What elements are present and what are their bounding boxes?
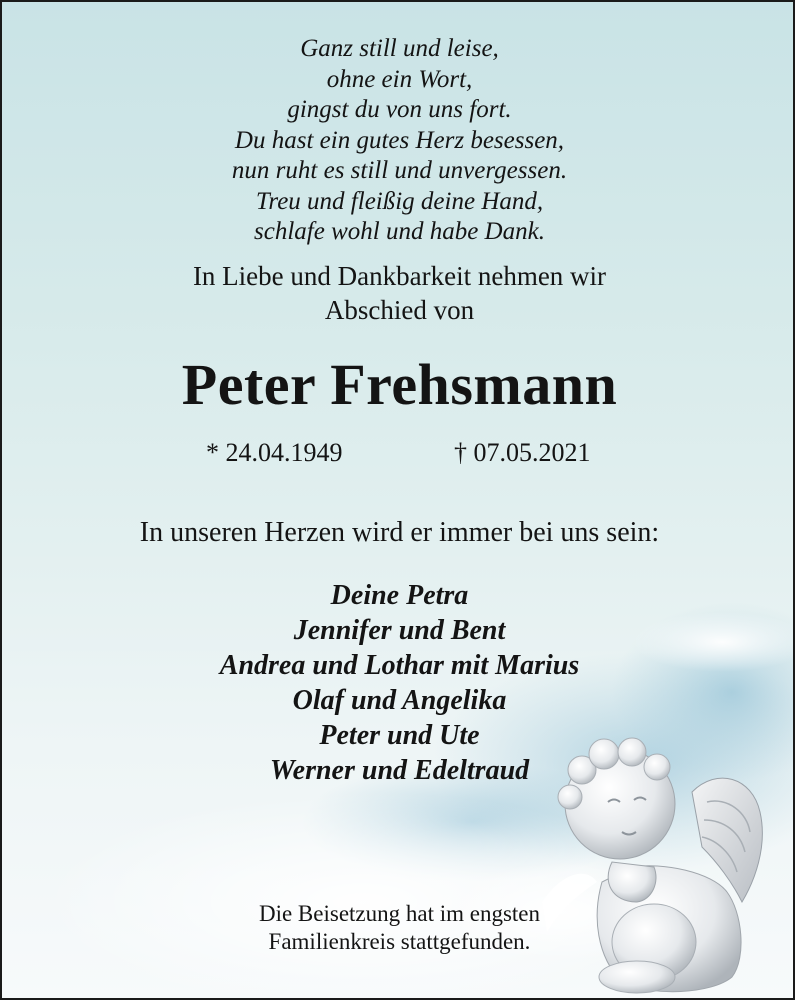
burial-note-line: Familienkreis stattgefunden. <box>268 929 531 954</box>
remembrance-line: In unseren Herzen wird er immer bei uns sein: <box>139 517 660 548</box>
poem-line: Ganz still und leise, <box>300 35 499 62</box>
birth-date: * 24.04.1949 <box>206 438 343 467</box>
poem-line: ohne ein Wort, <box>326 65 473 93</box>
deceased-name: Peter Frehsmann <box>181 352 618 417</box>
poem-line: Du hast ein gutes Herz besessen, <box>234 126 565 154</box>
mourner-name: Werner und Edeltraud <box>269 755 530 786</box>
burial-note <box>2 900 795 956</box>
burial-note-line: Die Beisetzung hat im engsten <box>258 901 541 926</box>
poem-line: gingst du von uns fort. <box>287 96 512 123</box>
death-date: † 07.05.2021 <box>454 438 591 467</box>
poem-line: Treu und fleißig deine Hand, <box>255 187 544 215</box>
mourners-list <box>2 578 795 788</box>
mourner-name: Jennifer und Bent <box>293 615 506 646</box>
memorial-poem <box>2 34 795 248</box>
intro-line: Abschied von <box>324 295 475 325</box>
poem-line: schlafe wohl und habe Dank. <box>254 218 545 245</box>
poem-line: nun ruht es still und unvergessen. <box>231 157 568 184</box>
intro-line: In Liebe und Dankbarkeit nehmen wir <box>192 261 607 291</box>
farewell-intro <box>2 259 795 327</box>
mourner-name: Andrea und Lothar mit Marius <box>219 650 580 681</box>
mourner-name: Peter und Ute <box>319 720 480 751</box>
mourner-name: Olaf und Angelika <box>292 685 507 716</box>
mourner-name: Deine Petra <box>330 580 469 611</box>
